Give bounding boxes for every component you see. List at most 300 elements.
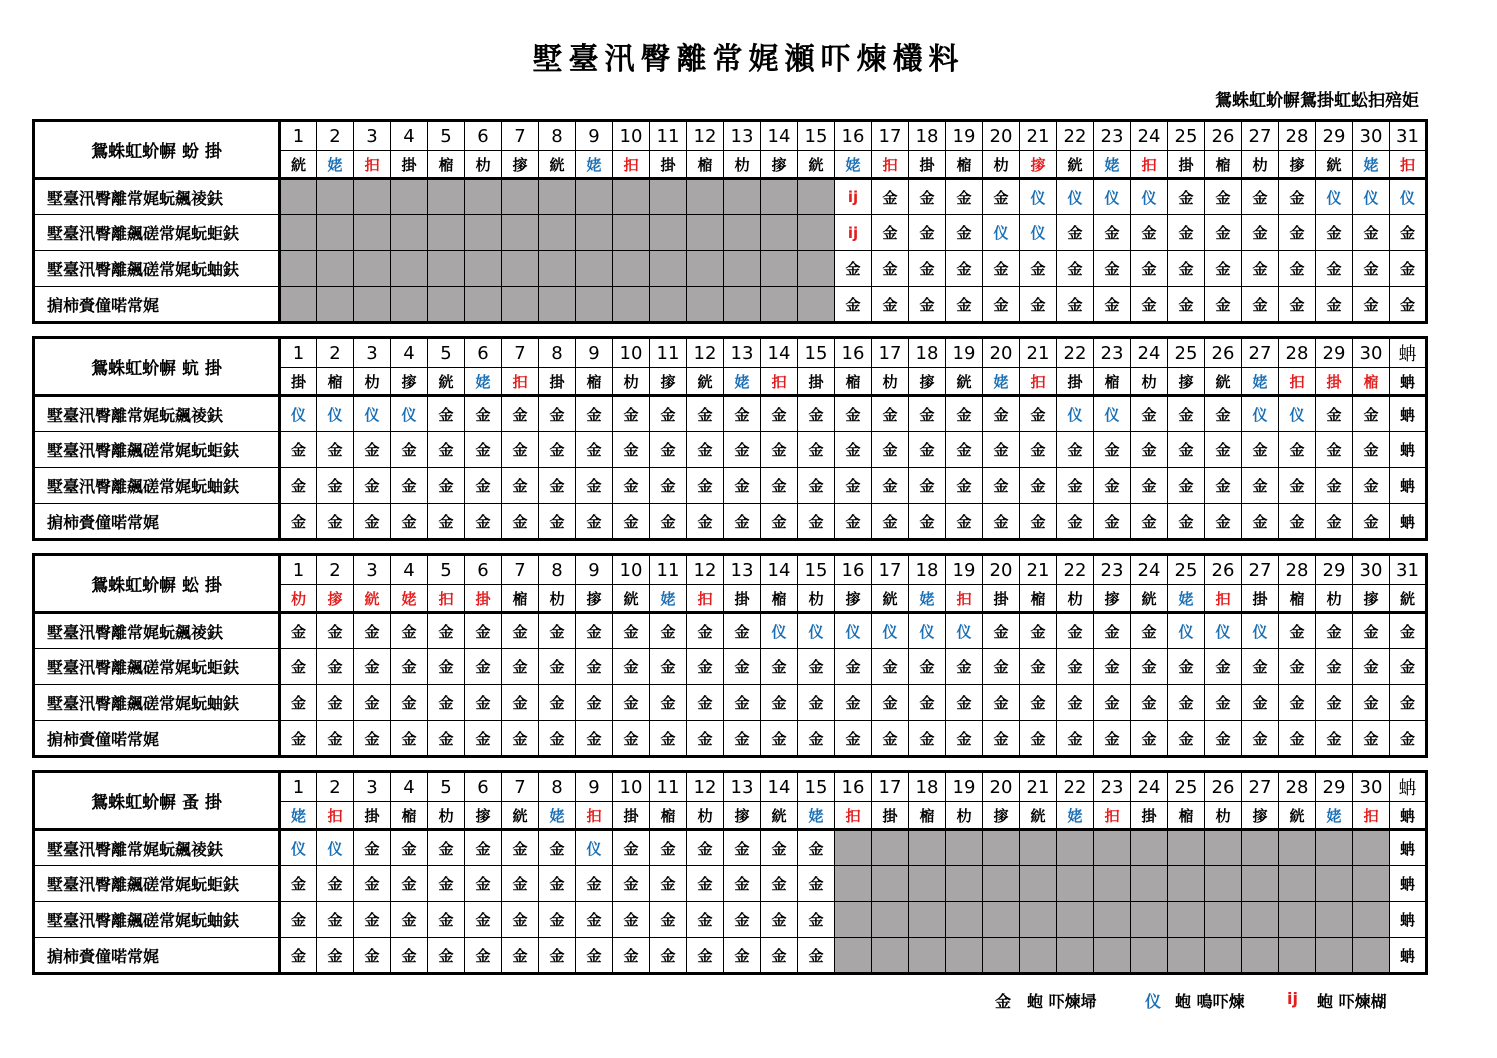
availability-cell[interactable]: 金 <box>539 504 576 540</box>
availability-cell[interactable]: 金 <box>613 504 650 540</box>
availability-cell[interactable]: 金 <box>465 902 502 938</box>
availability-cell[interactable]: 金 <box>502 721 539 757</box>
availability-cell[interactable]: 金 <box>650 866 687 902</box>
availability-cell[interactable]: 金 <box>1316 504 1353 540</box>
availability-cell[interactable]: 金 <box>1242 215 1279 251</box>
availability-cell[interactable]: 金 <box>317 649 354 685</box>
availability-cell[interactable]: 仪 <box>1168 613 1205 649</box>
availability-cell[interactable]: 金 <box>280 504 317 540</box>
availability-cell[interactable]: 金 <box>1020 396 1057 432</box>
availability-cell[interactable]: 金 <box>1168 468 1205 504</box>
availability-cell[interactable]: 金 <box>354 613 391 649</box>
availability-cell[interactable]: 金 <box>502 685 539 721</box>
availability-cell[interactable]: 金 <box>687 721 724 757</box>
availability-cell[interactable]: 金 <box>687 830 724 866</box>
availability-cell[interactable]: 金 <box>724 685 761 721</box>
availability-cell[interactable]: 金 <box>1020 685 1057 721</box>
availability-cell[interactable]: 金 <box>835 721 872 757</box>
availability-cell[interactable]: 金 <box>946 649 983 685</box>
availability-cell[interactable]: 金 <box>465 396 502 432</box>
availability-cell[interactable]: 金 <box>1242 251 1279 287</box>
availability-cell[interactable]: 仪 <box>1279 396 1316 432</box>
availability-cell[interactable]: 金 <box>1390 251 1427 287</box>
availability-cell[interactable]: 金 <box>1131 504 1168 540</box>
availability-cell[interactable]: 金 <box>983 613 1020 649</box>
availability-cell[interactable]: 仪 <box>317 396 354 432</box>
availability-cell[interactable]: 金 <box>1316 432 1353 468</box>
availability-cell[interactable]: 金 <box>835 287 872 323</box>
availability-cell[interactable]: 金 <box>1242 721 1279 757</box>
availability-cell[interactable]: 金 <box>1094 468 1131 504</box>
availability-cell[interactable]: 金 <box>576 866 613 902</box>
availability-cell[interactable]: 金 <box>1205 251 1242 287</box>
availability-cell[interactable]: 仪 <box>1205 613 1242 649</box>
availability-cell[interactable]: 金 <box>391 468 428 504</box>
availability-cell[interactable]: 金 <box>1316 396 1353 432</box>
availability-cell[interactable]: 金 <box>465 504 502 540</box>
availability-cell[interactable]: 金 <box>1057 251 1094 287</box>
availability-cell[interactable]: 金 <box>539 613 576 649</box>
availability-cell[interactable]: 金 <box>798 902 835 938</box>
availability-cell[interactable]: 金 <box>983 649 1020 685</box>
availability-cell[interactable]: 金 <box>428 613 465 649</box>
availability-cell[interactable]: 金 <box>1390 649 1427 685</box>
availability-cell[interactable]: 金 <box>539 830 576 866</box>
availability-cell[interactable]: 金 <box>317 721 354 757</box>
availability-cell[interactable]: 仪 <box>1316 179 1353 215</box>
availability-cell[interactable]: 仪 <box>1390 179 1427 215</box>
availability-cell[interactable]: 仪 <box>354 396 391 432</box>
availability-cell[interactable]: 金 <box>724 938 761 974</box>
availability-cell[interactable]: 金 <box>280 866 317 902</box>
availability-cell[interactable]: 金 <box>983 721 1020 757</box>
availability-cell[interactable]: 金 <box>761 504 798 540</box>
availability-cell[interactable]: 金 <box>576 613 613 649</box>
availability-cell[interactable]: 金 <box>354 504 391 540</box>
availability-cell[interactable]: 仪 <box>1353 179 1390 215</box>
availability-cell[interactable]: 金 <box>909 179 946 215</box>
availability-cell[interactable]: 金 <box>317 432 354 468</box>
availability-cell[interactable]: 金 <box>1057 215 1094 251</box>
availability-cell[interactable]: 金 <box>1020 287 1057 323</box>
availability-cell[interactable]: 金 <box>650 721 687 757</box>
availability-cell[interactable]: 金 <box>946 721 983 757</box>
availability-cell[interactable]: 金 <box>1353 287 1390 323</box>
availability-cell[interactable]: 金 <box>1316 721 1353 757</box>
availability-cell[interactable]: 金 <box>1242 287 1279 323</box>
availability-cell[interactable]: 金 <box>761 902 798 938</box>
availability-cell[interactable]: 金 <box>872 504 909 540</box>
availability-cell[interactable]: 金 <box>650 613 687 649</box>
availability-cell[interactable]: 金 <box>465 866 502 902</box>
availability-cell[interactable]: 金 <box>613 613 650 649</box>
availability-cell[interactable]: 金 <box>317 685 354 721</box>
availability-cell[interactable]: 金 <box>724 721 761 757</box>
availability-cell[interactable]: 金 <box>465 468 502 504</box>
availability-cell[interactable]: 金 <box>428 432 465 468</box>
availability-cell[interactable]: 金 <box>613 938 650 974</box>
availability-cell[interactable]: 金 <box>1205 649 1242 685</box>
availability-cell[interactable]: 仪 <box>1057 179 1094 215</box>
availability-cell[interactable]: 金 <box>983 685 1020 721</box>
availability-cell[interactable]: 金 <box>724 396 761 432</box>
availability-cell[interactable]: 金 <box>428 396 465 432</box>
availability-cell[interactable]: 金 <box>1390 287 1427 323</box>
availability-cell[interactable]: 金 <box>1131 432 1168 468</box>
availability-cell[interactable]: 金 <box>1057 504 1094 540</box>
availability-cell[interactable]: 金 <box>650 649 687 685</box>
availability-cell[interactable]: 金 <box>317 866 354 902</box>
availability-cell[interactable]: 金 <box>576 938 613 974</box>
availability-cell[interactable]: 金 <box>1353 721 1390 757</box>
availability-cell[interactable]: 金 <box>872 685 909 721</box>
availability-cell[interactable]: 金 <box>1020 468 1057 504</box>
availability-cell[interactable]: 金 <box>539 685 576 721</box>
availability-cell[interactable]: 金 <box>1131 649 1168 685</box>
availability-cell[interactable]: 金 <box>354 685 391 721</box>
availability-cell[interactable]: 金 <box>502 830 539 866</box>
availability-cell[interactable]: 金 <box>539 902 576 938</box>
availability-cell[interactable]: 金 <box>391 830 428 866</box>
availability-cell[interactable]: 金 <box>1353 432 1390 468</box>
availability-cell[interactable]: 金 <box>1094 613 1131 649</box>
availability-cell[interactable]: 金 <box>687 938 724 974</box>
availability-cell[interactable]: 金 <box>576 902 613 938</box>
availability-cell[interactable]: 金 <box>354 432 391 468</box>
availability-cell[interactable]: 金 <box>465 685 502 721</box>
availability-cell[interactable]: 金 <box>539 396 576 432</box>
availability-cell[interactable]: 金 <box>317 468 354 504</box>
availability-cell[interactable]: 金 <box>872 468 909 504</box>
availability-cell[interactable]: 金 <box>1242 504 1279 540</box>
availability-cell[interactable]: 金 <box>650 830 687 866</box>
availability-cell[interactable]: 金 <box>280 685 317 721</box>
availability-cell[interactable]: 金 <box>1205 685 1242 721</box>
availability-cell[interactable]: 金 <box>1094 287 1131 323</box>
availability-cell[interactable]: 金 <box>280 902 317 938</box>
availability-cell[interactable]: 金 <box>613 721 650 757</box>
availability-cell[interactable]: 金 <box>835 649 872 685</box>
availability-cell[interactable]: 金 <box>835 396 872 432</box>
availability-cell[interactable]: 金 <box>1020 504 1057 540</box>
availability-cell[interactable]: 金 <box>354 902 391 938</box>
availability-cell[interactable]: 金 <box>1242 468 1279 504</box>
availability-cell[interactable]: 金 <box>724 504 761 540</box>
availability-cell[interactable]: 金 <box>1168 396 1205 432</box>
availability-cell[interactable]: 金 <box>317 504 354 540</box>
availability-cell[interactable]: 金 <box>613 685 650 721</box>
availability-cell[interactable]: 金 <box>1094 432 1131 468</box>
availability-cell[interactable]: 金 <box>1205 504 1242 540</box>
availability-cell[interactable]: 金 <box>428 685 465 721</box>
availability-cell[interactable]: 金 <box>687 396 724 432</box>
availability-cell[interactable]: 金 <box>1020 649 1057 685</box>
availability-cell[interactable]: 金 <box>798 649 835 685</box>
availability-cell[interactable]: 金 <box>1205 721 1242 757</box>
availability-cell[interactable]: 金 <box>1316 287 1353 323</box>
availability-cell[interactable]: 金 <box>946 396 983 432</box>
availability-cell[interactable]: 金 <box>650 396 687 432</box>
availability-cell[interactable]: 仪 <box>576 830 613 866</box>
availability-cell[interactable]: 金 <box>835 504 872 540</box>
availability-cell[interactable]: 金 <box>391 721 428 757</box>
availability-cell[interactable]: 金 <box>687 432 724 468</box>
availability-cell[interactable]: 金 <box>872 215 909 251</box>
availability-cell[interactable]: 金 <box>576 468 613 504</box>
availability-cell[interactable]: 金 <box>613 902 650 938</box>
availability-cell[interactable]: 金 <box>539 721 576 757</box>
availability-cell[interactable]: 金 <box>946 215 983 251</box>
availability-cell[interactable]: 金 <box>1168 649 1205 685</box>
availability-cell[interactable]: 金 <box>761 649 798 685</box>
availability-cell[interactable]: 金 <box>1168 721 1205 757</box>
availability-cell[interactable]: 金 <box>650 685 687 721</box>
availability-cell[interactable]: 金 <box>909 685 946 721</box>
availability-cell[interactable]: 金 <box>724 902 761 938</box>
availability-cell[interactable]: 金 <box>724 830 761 866</box>
availability-cell[interactable]: 金 <box>650 902 687 938</box>
availability-cell[interactable]: 金 <box>872 179 909 215</box>
availability-cell[interactable]: 金 <box>1057 649 1094 685</box>
availability-cell[interactable]: 金 <box>1390 685 1427 721</box>
availability-cell[interactable]: 金 <box>354 830 391 866</box>
availability-cell[interactable]: 金 <box>835 432 872 468</box>
availability-cell[interactable]: 金 <box>502 902 539 938</box>
availability-cell[interactable]: 仪 <box>1094 179 1131 215</box>
availability-cell[interactable]: 仪 <box>1094 396 1131 432</box>
availability-cell[interactable]: 金 <box>872 649 909 685</box>
availability-cell[interactable]: 金 <box>465 938 502 974</box>
availability-cell[interactable]: 金 <box>1131 685 1168 721</box>
availability-cell[interactable]: 金 <box>724 432 761 468</box>
availability-cell[interactable]: 金 <box>576 432 613 468</box>
availability-cell[interactable]: 金 <box>1279 504 1316 540</box>
availability-cell[interactable]: 金 <box>428 938 465 974</box>
availability-cell[interactable]: 金 <box>539 432 576 468</box>
availability-cell[interactable]: 金 <box>1094 215 1131 251</box>
availability-cell[interactable]: 金 <box>761 938 798 974</box>
availability-cell[interactable]: 金 <box>761 396 798 432</box>
availability-cell[interactable]: 金 <box>1205 432 1242 468</box>
availability-cell[interactable]: 金 <box>798 685 835 721</box>
availability-cell[interactable]: 金 <box>613 432 650 468</box>
availability-cell[interactable]: 金 <box>1316 685 1353 721</box>
availability-cell[interactable]: 金 <box>909 649 946 685</box>
availability-cell[interactable]: 金 <box>687 685 724 721</box>
availability-cell[interactable]: 金 <box>761 721 798 757</box>
availability-cell[interactable]: 金 <box>1353 468 1390 504</box>
availability-cell[interactable]: 金 <box>1316 468 1353 504</box>
availability-cell[interactable]: 金 <box>724 613 761 649</box>
availability-cell[interactable]: 金 <box>1094 685 1131 721</box>
availability-cell[interactable]: 仪 <box>798 613 835 649</box>
availability-cell[interactable]: 仪 <box>317 830 354 866</box>
availability-cell[interactable]: 金 <box>1094 251 1131 287</box>
availability-cell[interactable]: 金 <box>909 432 946 468</box>
availability-cell[interactable]: 金 <box>909 251 946 287</box>
availability-cell[interactable]: 金 <box>576 685 613 721</box>
availability-cell[interactable]: 金 <box>1057 287 1094 323</box>
availability-cell[interactable]: 金 <box>1131 287 1168 323</box>
availability-cell[interactable]: 金 <box>983 504 1020 540</box>
availability-cell[interactable]: 金 <box>354 468 391 504</box>
availability-cell[interactable]: 金 <box>761 432 798 468</box>
availability-cell[interactable]: 金 <box>428 721 465 757</box>
availability-cell[interactable]: 金 <box>1242 685 1279 721</box>
availability-cell[interactable]: 金 <box>613 396 650 432</box>
availability-cell[interactable]: 金 <box>1279 432 1316 468</box>
availability-cell[interactable]: 金 <box>1390 215 1427 251</box>
availability-cell[interactable]: 金 <box>909 468 946 504</box>
availability-cell[interactable]: 金 <box>650 432 687 468</box>
availability-cell[interactable]: 金 <box>798 504 835 540</box>
availability-cell[interactable]: 金 <box>909 504 946 540</box>
availability-cell[interactable]: 金 <box>354 721 391 757</box>
availability-cell[interactable]: 仪 <box>1242 396 1279 432</box>
availability-cell[interactable]: 金 <box>687 504 724 540</box>
availability-cell[interactable]: 仪 <box>761 613 798 649</box>
availability-cell[interactable]: 仪 <box>872 613 909 649</box>
availability-cell[interactable]: 金 <box>465 613 502 649</box>
availability-cell[interactable]: 金 <box>946 468 983 504</box>
availability-cell[interactable]: 金 <box>1020 251 1057 287</box>
availability-cell[interactable]: 金 <box>1131 396 1168 432</box>
availability-cell[interactable]: 金 <box>983 251 1020 287</box>
availability-cell[interactable]: 金 <box>502 938 539 974</box>
availability-cell[interactable]: 仪 <box>1131 179 1168 215</box>
availability-cell[interactable]: 金 <box>835 468 872 504</box>
availability-cell[interactable]: 金 <box>613 468 650 504</box>
availability-cell[interactable]: 金 <box>946 685 983 721</box>
availability-cell[interactable]: 金 <box>798 938 835 974</box>
availability-cell[interactable]: 仪 <box>1242 613 1279 649</box>
availability-cell[interactable]: 金 <box>1057 685 1094 721</box>
availability-cell[interactable]: 金 <box>391 685 428 721</box>
availability-cell[interactable]: 金 <box>613 866 650 902</box>
availability-cell[interactable]: 金 <box>539 649 576 685</box>
availability-cell[interactable]: 金 <box>354 866 391 902</box>
availability-cell[interactable]: 金 <box>1168 685 1205 721</box>
availability-cell[interactable]: 金 <box>502 866 539 902</box>
availability-cell[interactable]: 仪 <box>1020 215 1057 251</box>
availability-cell[interactable]: 金 <box>872 721 909 757</box>
availability-cell[interactable]: 金 <box>354 938 391 974</box>
availability-cell[interactable]: 金 <box>1168 179 1205 215</box>
availability-cell[interactable]: 金 <box>1205 396 1242 432</box>
availability-cell[interactable]: 金 <box>354 649 391 685</box>
availability-cell[interactable]: 金 <box>428 468 465 504</box>
availability-cell[interactable]: 金 <box>1316 649 1353 685</box>
availability-cell[interactable]: 金 <box>391 504 428 540</box>
availability-cell[interactable]: 金 <box>909 287 946 323</box>
availability-cell[interactable]: 金 <box>872 251 909 287</box>
availability-cell[interactable]: 金 <box>983 287 1020 323</box>
availability-cell[interactable]: 金 <box>687 613 724 649</box>
availability-cell[interactable]: 金 <box>872 396 909 432</box>
availability-cell[interactable]: 金 <box>761 866 798 902</box>
availability-cell[interactable]: 金 <box>1279 685 1316 721</box>
availability-cell[interactable]: 金 <box>1316 251 1353 287</box>
availability-cell[interactable]: 金 <box>1205 215 1242 251</box>
availability-cell[interactable]: 金 <box>280 432 317 468</box>
availability-cell[interactable]: 金 <box>946 179 983 215</box>
availability-cell[interactable]: 金 <box>391 649 428 685</box>
availability-cell[interactable]: 金 <box>428 866 465 902</box>
availability-cell[interactable]: 金 <box>946 504 983 540</box>
availability-cell[interactable]: 金 <box>1279 179 1316 215</box>
availability-cell[interactable]: 金 <box>391 938 428 974</box>
availability-cell[interactable]: 金 <box>761 685 798 721</box>
availability-cell[interactable]: 金 <box>1316 215 1353 251</box>
availability-cell[interactable]: 金 <box>1242 179 1279 215</box>
availability-cell[interactable]: 金 <box>576 649 613 685</box>
availability-cell[interactable]: 仪 <box>909 613 946 649</box>
availability-cell[interactable]: 金 <box>1353 649 1390 685</box>
availability-cell[interactable]: 金 <box>1353 251 1390 287</box>
availability-cell[interactable]: 金 <box>391 902 428 938</box>
availability-cell[interactable]: 金 <box>1279 613 1316 649</box>
availability-cell[interactable]: 金 <box>1020 613 1057 649</box>
availability-cell[interactable]: 金 <box>465 830 502 866</box>
availability-cell[interactable]: 金 <box>1205 287 1242 323</box>
availability-cell[interactable]: 金 <box>872 432 909 468</box>
availability-cell[interactable]: 金 <box>650 468 687 504</box>
availability-cell[interactable]: 金 <box>1094 721 1131 757</box>
availability-cell[interactable]: 金 <box>1279 251 1316 287</box>
availability-cell[interactable]: 金 <box>1168 215 1205 251</box>
availability-cell[interactable]: 金 <box>280 649 317 685</box>
availability-cell[interactable]: 金 <box>539 468 576 504</box>
availability-cell[interactable]: 金 <box>613 649 650 685</box>
availability-cell[interactable]: 金 <box>428 649 465 685</box>
availability-cell[interactable]: 金 <box>835 685 872 721</box>
availability-cell[interactable]: 金 <box>317 902 354 938</box>
availability-cell[interactable]: 金 <box>798 830 835 866</box>
availability-cell[interactable]: 金 <box>317 938 354 974</box>
availability-cell[interactable]: 金 <box>1057 613 1094 649</box>
availability-cell[interactable]: 仪 <box>391 396 428 432</box>
availability-cell[interactable]: 金 <box>1057 468 1094 504</box>
availability-cell[interactable]: 金 <box>687 468 724 504</box>
availability-cell[interactable]: 金 <box>798 432 835 468</box>
availability-cell[interactable]: 金 <box>1390 721 1427 757</box>
availability-cell[interactable]: 金 <box>983 432 1020 468</box>
availability-cell[interactable]: 金 <box>280 468 317 504</box>
availability-cell[interactable]: 金 <box>1020 721 1057 757</box>
availability-cell[interactable]: 金 <box>835 251 872 287</box>
availability-cell[interactable]: 金 <box>1279 287 1316 323</box>
availability-cell[interactable]: 金 <box>280 938 317 974</box>
availability-cell[interactable]: 金 <box>798 866 835 902</box>
availability-cell[interactable]: 金 <box>724 866 761 902</box>
availability-cell[interactable]: 金 <box>576 396 613 432</box>
availability-cell[interactable]: 金 <box>724 649 761 685</box>
availability-cell[interactable]: 金 <box>539 866 576 902</box>
availability-cell[interactable]: 仪 <box>280 396 317 432</box>
availability-cell[interactable]: 金 <box>391 866 428 902</box>
availability-cell[interactable]: 金 <box>465 432 502 468</box>
availability-cell[interactable]: 金 <box>761 468 798 504</box>
availability-cell[interactable]: 金 <box>1353 396 1390 432</box>
availability-cell[interactable]: 金 <box>946 432 983 468</box>
availability-cell[interactable]: 金 <box>502 432 539 468</box>
availability-cell[interactable]: 金 <box>502 396 539 432</box>
availability-cell[interactable]: 金 <box>946 287 983 323</box>
availability-cell[interactable]: 金 <box>1279 721 1316 757</box>
availability-cell[interactable]: 金 <box>872 287 909 323</box>
availability-cell[interactable]: 金 <box>687 649 724 685</box>
availability-cell[interactable]: 金 <box>280 721 317 757</box>
